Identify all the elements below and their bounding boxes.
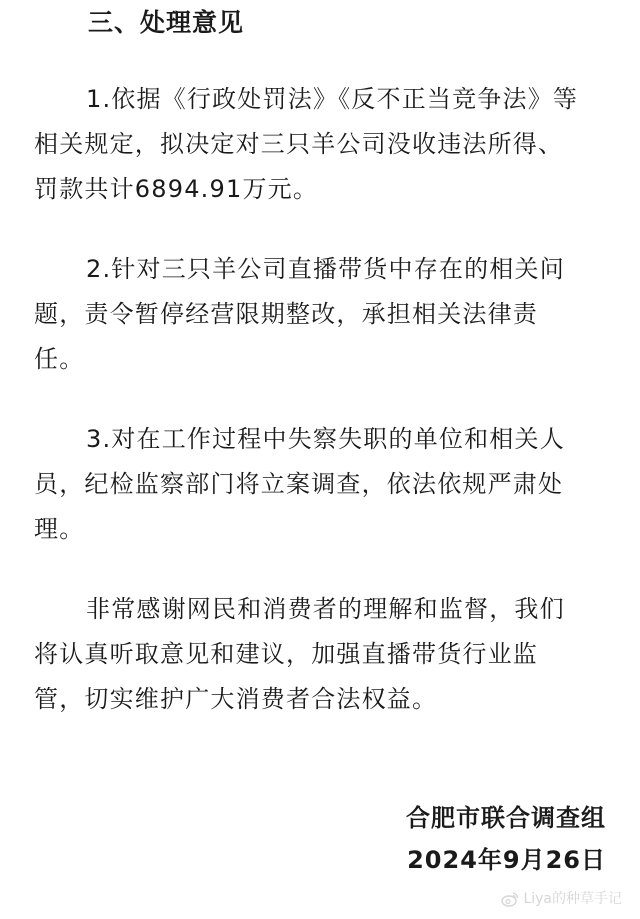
paragraph-line: 非常感谢网民和消费者的理解和监督，我们 (86, 595, 565, 623)
paragraph-4 (34, 587, 610, 722)
paragraph-line: 将认真听取意见和建议，加强直播带货行业监 (34, 640, 538, 668)
paragraph-line: 2.针对三只羊公司直播带货中存在的相关问 (86, 255, 565, 283)
signature-organization: 合肥市联合调查组 (406, 804, 606, 832)
section-heading: 三、处理意见 (88, 8, 245, 37)
signature-date: 2024年9月26日 (407, 846, 606, 874)
paragraph-line: 任。 (34, 345, 85, 373)
paragraph-line: 相关规定，拟决定对三只羊公司没收违法所得、 (34, 130, 564, 158)
paragraph-2 (34, 247, 610, 382)
paragraph-line: 员，纪检监察部门将立案调查，依法依规严肃处 (34, 470, 564, 498)
paragraph-line: 罚款共计6894.91万元。 (34, 175, 319, 203)
paragraph-line: 管，切实维护广大消费者合法权益。 (34, 685, 438, 713)
paragraph-3 (34, 417, 610, 552)
weibo-icon (501, 891, 519, 907)
paragraph-1 (34, 77, 610, 212)
watermark-text: Liya的种草手记 (523, 891, 622, 907)
paragraph-line: 3.对在工作过程中失察失职的单位和相关人 (86, 425, 565, 453)
paragraph-line: 题，责令暂停经营限期整改，承担相关法律责 (34, 300, 538, 328)
paragraph-line: 1.依据《行政处罚法》《反不正当竞争法》等 (86, 85, 579, 113)
watermark (501, 889, 622, 909)
paragraph-line: 理。 (34, 515, 85, 543)
